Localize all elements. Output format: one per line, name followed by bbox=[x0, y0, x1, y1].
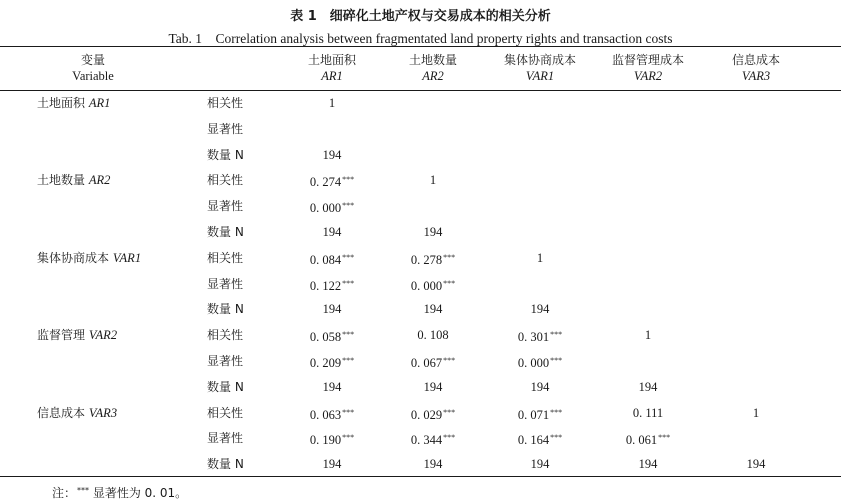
cell-value: 0. 029 bbox=[410, 407, 443, 422]
column-header-cn: 土地面积 bbox=[307, 53, 356, 67]
table-note bbox=[52, 484, 187, 501]
cell-value: 0. 000 bbox=[410, 278, 443, 293]
table-cell bbox=[518, 406, 562, 422]
table-cell bbox=[417, 328, 448, 342]
table-cell bbox=[323, 380, 342, 394]
stat-label: 数量 N bbox=[207, 225, 244, 239]
significance-stars: *** bbox=[443, 252, 456, 262]
significance-stars: *** bbox=[342, 330, 355, 340]
cell-value: 0. 067 bbox=[410, 356, 443, 370]
cell-value: 194 bbox=[423, 225, 443, 239]
cell-value: 194 bbox=[530, 379, 550, 394]
cell-value: 0. 000 bbox=[517, 356, 550, 370]
table-cell bbox=[518, 431, 562, 447]
variable-label-cn: 信息成本 bbox=[37, 405, 86, 420]
table-cell bbox=[537, 251, 543, 265]
cell-value: 0. 344 bbox=[410, 433, 443, 448]
significance-stars: *** bbox=[550, 330, 563, 340]
variable-label bbox=[37, 406, 117, 420]
column-header-cn: 监督管理成本 bbox=[611, 53, 684, 67]
table-cell bbox=[424, 302, 443, 316]
cell-value: 0. 063 bbox=[309, 407, 342, 422]
cell-value: 194 bbox=[322, 147, 342, 162]
column-header-cn: 集体协商成本 bbox=[503, 53, 576, 67]
stat-label: 数量 N bbox=[207, 147, 244, 162]
cell-value: 0. 111 bbox=[632, 405, 664, 420]
cell-value: 0. 164 bbox=[517, 433, 550, 448]
table-cell bbox=[531, 457, 550, 471]
top-rule bbox=[0, 46, 841, 47]
table-cell bbox=[310, 277, 354, 293]
header-variable-cn: 变量 bbox=[80, 53, 105, 67]
table-cell bbox=[633, 406, 663, 420]
cell-value: 194 bbox=[423, 302, 443, 317]
variable-label bbox=[37, 328, 117, 342]
cell-value: 194 bbox=[322, 379, 342, 394]
significance-stars: *** bbox=[342, 175, 355, 185]
stat-label: 相关性 bbox=[207, 250, 244, 265]
column-header bbox=[706, 52, 806, 84]
cell-value: 0. 108 bbox=[417, 328, 449, 343]
table-cell bbox=[323, 302, 342, 316]
variable-label bbox=[37, 251, 141, 265]
cell-value: 0. 084 bbox=[309, 252, 342, 267]
table-cell bbox=[424, 225, 443, 239]
column-header bbox=[383, 52, 483, 84]
variable-label-code: VAR2 bbox=[88, 328, 118, 343]
note-text: 显著性为 0. 01。 bbox=[89, 486, 188, 500]
table-cell bbox=[639, 380, 658, 394]
cell-value: 0. 061 bbox=[625, 433, 658, 448]
significance-stars: *** bbox=[342, 433, 355, 443]
table-cell bbox=[531, 302, 550, 316]
significance-stars: *** bbox=[443, 433, 456, 443]
column-header-cn: 信息成本 bbox=[731, 53, 780, 67]
table-cell bbox=[639, 457, 658, 471]
significance-stars: *** bbox=[550, 356, 563, 365]
table-cell bbox=[626, 431, 670, 447]
column-header bbox=[282, 52, 382, 84]
cell-value: 0. 071 bbox=[517, 407, 550, 422]
significance-stars: *** bbox=[342, 407, 355, 417]
significance-stars: *** bbox=[443, 356, 456, 365]
table-cell bbox=[310, 431, 354, 447]
cell-value: 0. 209 bbox=[309, 356, 342, 370]
table-cell bbox=[310, 328, 354, 344]
stat-label: 显著性 bbox=[207, 121, 244, 136]
cell-value: 0. 190 bbox=[309, 433, 342, 448]
table-cell bbox=[323, 225, 342, 239]
cell-value: 194 bbox=[530, 302, 550, 317]
cell-value: 0. 000 bbox=[309, 201, 342, 216]
significance-stars: *** bbox=[550, 433, 563, 443]
stat-label: 显著性 bbox=[207, 276, 244, 291]
significance-stars: *** bbox=[342, 278, 355, 288]
cell-value: 0. 278 bbox=[410, 252, 443, 267]
variable-label bbox=[37, 173, 110, 187]
variable-label-cn: 监督管理 bbox=[37, 328, 86, 343]
cell-value: 0. 058 bbox=[309, 330, 342, 345]
note-stars: *** bbox=[77, 486, 90, 495]
column-header-code: VAR3 bbox=[741, 69, 771, 83]
column-header-code: AR2 bbox=[422, 69, 444, 83]
table-cell bbox=[645, 328, 651, 342]
table-cell bbox=[430, 173, 436, 187]
table-cell bbox=[411, 251, 455, 267]
header-variable-en: Variable bbox=[72, 69, 114, 83]
table-cell bbox=[753, 406, 759, 420]
header-rule bbox=[0, 90, 841, 91]
stat-label: 数量 N bbox=[207, 379, 244, 394]
variable-label-cn: 土地面积 bbox=[37, 96, 86, 110]
table-cell bbox=[323, 457, 342, 471]
table-cell bbox=[424, 457, 443, 471]
table-cell bbox=[411, 354, 455, 370]
variable-label bbox=[37, 96, 110, 110]
variable-label-code: VAR1 bbox=[112, 250, 142, 265]
table-cell bbox=[411, 277, 455, 293]
variable-label-cn: 集体协商成本 bbox=[37, 250, 110, 265]
cell-value: 194 bbox=[530, 457, 550, 472]
table-cell bbox=[411, 431, 455, 447]
stat-label: 相关性 bbox=[207, 96, 244, 110]
table-cell bbox=[310, 251, 354, 267]
cell-value: 194 bbox=[322, 225, 342, 239]
stat-label: 相关性 bbox=[207, 328, 244, 343]
cell-value: 1 bbox=[429, 173, 437, 188]
column-header bbox=[490, 52, 590, 84]
table-cell bbox=[310, 173, 354, 189]
cell-value: 194 bbox=[638, 457, 658, 472]
cell-value: 1 bbox=[644, 328, 652, 343]
table-cell bbox=[518, 354, 562, 370]
significance-stars: *** bbox=[342, 252, 355, 262]
cell-value: 1 bbox=[752, 405, 760, 420]
cell-value: 1 bbox=[536, 250, 544, 265]
significance-stars: *** bbox=[443, 407, 456, 417]
table-cell bbox=[518, 328, 562, 344]
significance-stars: *** bbox=[658, 433, 671, 443]
stat-label: 相关性 bbox=[207, 405, 244, 420]
cell-value: 194 bbox=[423, 457, 443, 472]
stat-label: 数量 N bbox=[207, 457, 244, 472]
variable-label-code: AR1 bbox=[88, 96, 111, 110]
stat-label: 显著性 bbox=[207, 199, 244, 214]
significance-stars: *** bbox=[443, 278, 456, 288]
stat-label: 显著性 bbox=[207, 431, 244, 446]
table-cell bbox=[323, 148, 342, 162]
table-cell bbox=[411, 406, 455, 422]
column-header bbox=[598, 52, 698, 84]
variable-label-cn: 土地数量 bbox=[37, 173, 86, 188]
column-header-cn: 土地数量 bbox=[408, 53, 457, 67]
header-variable bbox=[48, 52, 138, 84]
table-cell bbox=[310, 354, 354, 370]
column-header-code: VAR1 bbox=[525, 69, 555, 83]
stat-label: 相关性 bbox=[207, 173, 244, 188]
table-cell bbox=[329, 96, 335, 110]
cell-value: 194 bbox=[638, 379, 658, 394]
cell-value: 194 bbox=[322, 302, 342, 317]
table-title-chinese: 表 1 细碎化土地产权与交易成本的相关分析 bbox=[290, 9, 551, 24]
table-cell bbox=[531, 380, 550, 394]
significance-stars: *** bbox=[342, 201, 355, 211]
table-cell bbox=[424, 380, 443, 394]
table-cell bbox=[310, 199, 354, 215]
bottom-rule bbox=[0, 476, 841, 477]
note-prefix: 注： bbox=[52, 486, 77, 500]
cell-value: 0. 122 bbox=[309, 278, 342, 293]
column-header-code: AR1 bbox=[321, 69, 343, 83]
cell-value: 0. 274 bbox=[309, 175, 342, 190]
cell-value: 0. 301 bbox=[517, 330, 550, 345]
variable-label-code: AR2 bbox=[88, 173, 111, 188]
significance-stars: *** bbox=[342, 356, 355, 365]
variable-label-code: VAR3 bbox=[88, 405, 118, 420]
table-title-english: Tab. 1 Correlation analysis between fragmentated land property rights and transaction costs bbox=[168, 31, 673, 46]
cell-value: 194 bbox=[423, 379, 443, 394]
column-header-code: VAR2 bbox=[633, 69, 663, 83]
cell-value: 194 bbox=[322, 457, 342, 472]
cell-value: 194 bbox=[746, 457, 766, 472]
significance-stars: *** bbox=[550, 407, 563, 417]
stat-label: 显著性 bbox=[207, 354, 244, 368]
table-cell bbox=[310, 406, 354, 422]
table-cell bbox=[747, 457, 766, 471]
cell-value: 1 bbox=[328, 96, 336, 110]
stat-label: 数量 N bbox=[207, 302, 244, 317]
